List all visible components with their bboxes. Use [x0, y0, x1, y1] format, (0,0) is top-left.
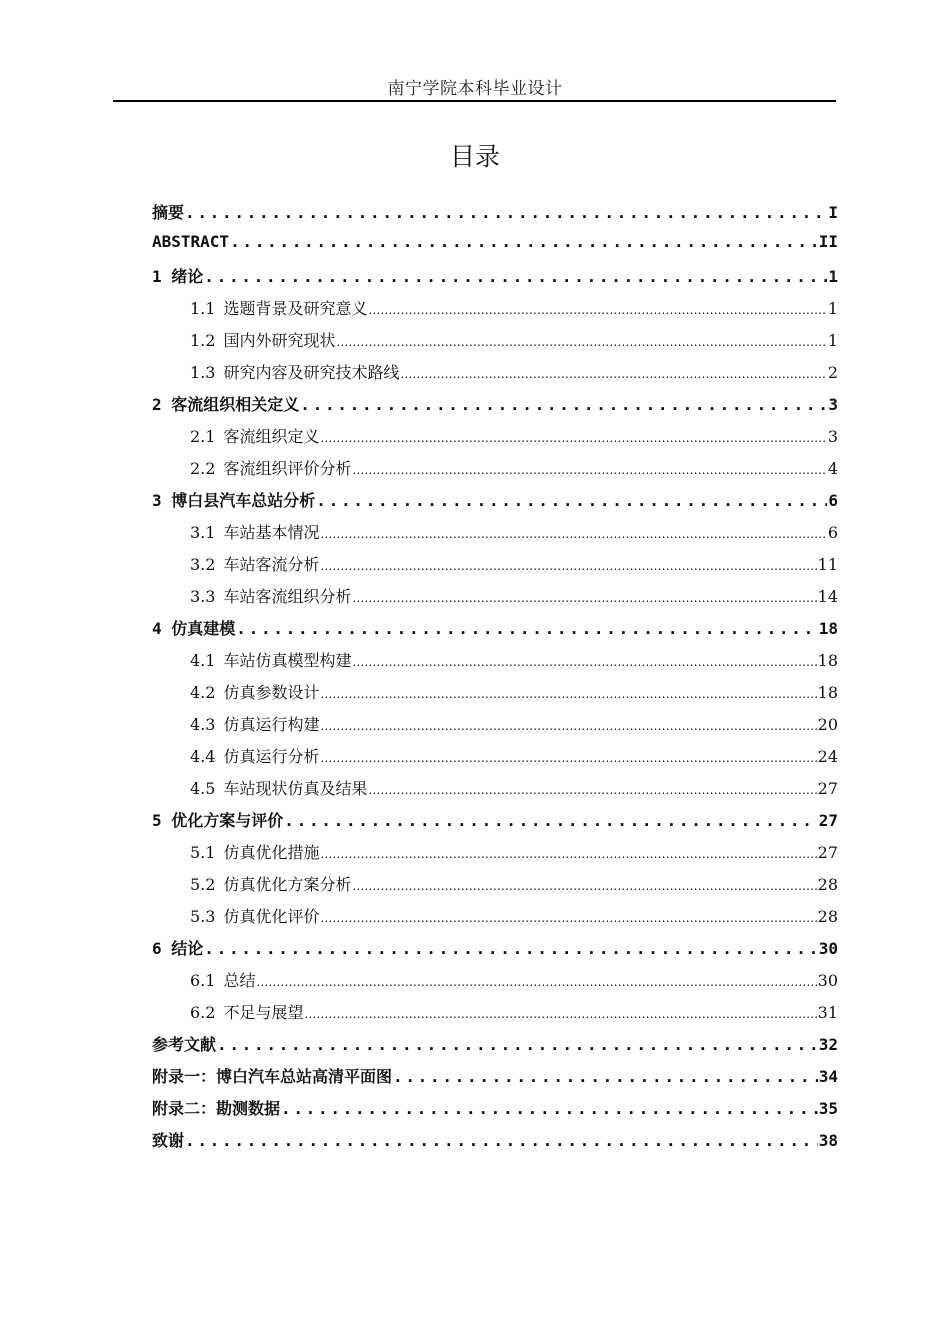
toc-page-number: 20	[817, 715, 838, 734]
toc-subentry[interactable]	[152, 776, 838, 808]
toc-dot-leader	[352, 587, 816, 606]
toc-page-number: 1	[827, 331, 838, 350]
toc-dot-leader	[352, 875, 816, 894]
toc-dot-leader	[320, 747, 816, 766]
toc-section-number: 4.5	[190, 779, 216, 798]
toc-label: 附录二：勘测数据	[152, 1099, 281, 1118]
toc-page-number: 18	[817, 651, 838, 670]
toc-subentry[interactable]	[152, 1000, 838, 1032]
toc-section-number: 3.1	[190, 523, 216, 542]
toc-page-number: 27	[817, 843, 838, 862]
toc-label: 总结	[223, 971, 256, 990]
toc-subentry[interactable]	[152, 680, 838, 712]
toc-page-number: II	[818, 232, 838, 251]
toc-dot-leader	[393, 1067, 818, 1086]
toc-label: 车站客流组织分析	[223, 587, 352, 606]
toc-page-number: 6	[827, 523, 838, 542]
toc-label: 2 客流组织相关定义	[152, 395, 300, 414]
toc-section-number: 3.3	[190, 587, 216, 606]
toc-dot-leader	[316, 491, 827, 510]
toc-page-number: 6	[828, 491, 838, 510]
toc-label: ABSTRACT	[152, 232, 230, 251]
toc-dot-leader	[284, 811, 817, 830]
toc-label: 参考文献	[152, 1035, 217, 1054]
toc-entry[interactable]	[152, 936, 838, 968]
toc-subentry[interactable]	[152, 648, 838, 680]
toc-label: 1 绪论	[152, 267, 204, 286]
header-rule	[113, 100, 836, 102]
toc-page-number: 32	[818, 1035, 838, 1054]
toc-subentry[interactable]	[152, 360, 838, 392]
table-of-contents	[152, 200, 838, 1160]
toc-page-number: 28	[817, 907, 838, 926]
toc-page-number: 3	[828, 395, 838, 414]
toc-label: 选题背景及研究意义	[223, 299, 368, 318]
toc-label: 3 博白县汽车总站分析	[152, 491, 316, 510]
toc-section-number: 5.1	[190, 843, 216, 862]
toc-label: 客流组织定义	[223, 427, 320, 446]
toc-section-number: 5.3	[190, 907, 216, 926]
toc-section-number: 6.1	[190, 971, 216, 990]
toc-dot-leader	[217, 1035, 818, 1054]
toc-dot-leader	[185, 1131, 818, 1150]
toc-subentry[interactable]	[152, 584, 838, 616]
toc-page-number: 24	[817, 747, 838, 766]
toc-entry[interactable]	[152, 232, 838, 264]
toc-dot-leader	[368, 299, 826, 318]
toc-label: 5 优化方案与评价	[152, 811, 284, 830]
toc-entry[interactable]	[152, 1128, 838, 1160]
toc-entry[interactable]	[152, 1096, 838, 1128]
toc-dot-leader	[236, 619, 817, 638]
toc-label: 车站仿真模型构建	[223, 651, 352, 670]
toc-entry[interactable]	[152, 616, 838, 648]
toc-dot-leader	[230, 232, 818, 251]
toc-page-number: 14	[817, 587, 838, 606]
toc-section-number: 3.2	[190, 555, 216, 574]
toc-label: 仿真优化方案分析	[223, 875, 352, 894]
toc-section-number: 4.2	[190, 683, 216, 702]
toc-label: 仿真参数设计	[223, 683, 320, 702]
toc-label: 车站基本情况	[223, 523, 320, 542]
toc-page-number: 18	[817, 683, 838, 702]
toc-page-number: 3	[827, 427, 838, 446]
toc-dot-leader	[256, 971, 816, 990]
toc-page-number: 35	[818, 1099, 838, 1118]
toc-subentry[interactable]	[152, 552, 838, 584]
toc-page-number: 2	[827, 363, 838, 382]
toc-dot-leader	[352, 459, 826, 478]
page-header: 南宁学院本科毕业设计	[387, 79, 563, 99]
toc-subentry[interactable]	[152, 744, 838, 776]
toc-page-number: 38	[818, 1131, 838, 1150]
toc-dot-leader	[185, 203, 827, 222]
toc-entry[interactable]	[152, 1064, 838, 1096]
toc-entry[interactable]	[152, 488, 838, 520]
toc-page-number: I	[828, 203, 838, 222]
toc-subentry[interactable]	[152, 872, 838, 904]
toc-section-number: 4.3	[190, 715, 216, 734]
toc-dot-leader	[204, 267, 827, 286]
toc-label: 客流组织评价分析	[223, 459, 352, 478]
toc-page-number: 27	[817, 779, 838, 798]
toc-dot-leader	[320, 843, 816, 862]
toc-dot-leader	[300, 395, 827, 414]
toc-page-number: 18	[818, 619, 838, 638]
toc-entry[interactable]	[152, 200, 838, 232]
toc-page-number: 1	[828, 267, 838, 286]
toc-dot-leader	[320, 523, 826, 542]
toc-label: 车站客流分析	[223, 555, 320, 574]
toc-label: 附录一：博白汽车总站高清平面图	[152, 1067, 393, 1086]
toc-page-number: 34	[818, 1067, 838, 1086]
toc-label: 仿真运行分析	[223, 747, 320, 766]
toc-dot-leader	[304, 1003, 816, 1022]
toc-page-number: 27	[818, 811, 838, 830]
toc-dot-leader	[281, 1099, 818, 1118]
toc-page-number: 30	[817, 971, 838, 990]
toc-page-number: 28	[817, 875, 838, 894]
toc-dot-leader	[204, 939, 817, 958]
toc-label: 车站现状仿真及结果	[223, 779, 368, 798]
toc-dot-leader	[320, 715, 816, 734]
toc-subentry[interactable]	[152, 712, 838, 744]
toc-label: 4 仿真建模	[152, 619, 236, 638]
toc-section-number: 6.2	[190, 1003, 216, 1022]
toc-dot-leader	[336, 331, 826, 350]
toc-section-number: 5.2	[190, 875, 216, 894]
toc-dot-leader	[320, 555, 816, 574]
toc-page-number: 4	[827, 459, 838, 478]
toc-label: 6 结论	[152, 939, 204, 958]
toc-subentry[interactable]	[152, 520, 838, 552]
toc-subentry[interactable]	[152, 840, 838, 872]
page-title: 目录	[449, 142, 500, 171]
toc-label: 研究内容及研究技术路线	[223, 363, 400, 382]
toc-page-number: 1	[827, 299, 838, 318]
toc-section-number: 2.2	[190, 459, 216, 478]
toc-page-number: 11	[817, 555, 838, 574]
toc-dot-leader	[320, 907, 816, 926]
toc-entry[interactable]	[152, 808, 838, 840]
toc-section-number: 4.1	[190, 651, 216, 670]
toc-entry[interactable]	[152, 1032, 838, 1064]
toc-label: 仿真优化措施	[223, 843, 320, 862]
toc-dot-leader	[320, 427, 826, 446]
toc-subentry[interactable]	[152, 328, 838, 360]
toc-dot-leader	[320, 683, 816, 702]
toc-label: 仿真运行构建	[223, 715, 320, 734]
toc-dot-leader	[400, 363, 826, 382]
toc-section-number: 1.2	[190, 331, 216, 350]
toc-label: 致谢	[152, 1131, 185, 1150]
toc-dot-leader	[352, 651, 816, 670]
toc-subentry[interactable]	[152, 456, 838, 488]
toc-label: 不足与展望	[223, 1003, 304, 1022]
toc-section-number: 1.1	[190, 299, 216, 318]
toc-page-number: 31	[817, 1003, 838, 1022]
toc-subentry[interactable]	[152, 904, 838, 936]
toc-section-number: 1.3	[190, 363, 216, 382]
toc-entry[interactable]	[152, 392, 838, 424]
toc-dot-leader	[368, 779, 816, 798]
toc-subentry[interactable]	[152, 968, 838, 1000]
toc-label: 国内外研究现状	[223, 331, 336, 350]
toc-subentry[interactable]	[152, 296, 838, 328]
toc-label: 摘要	[152, 203, 185, 222]
toc-label: 仿真优化评价	[223, 907, 320, 926]
toc-subentry[interactable]	[152, 424, 838, 456]
toc-page-number: 30	[818, 939, 838, 958]
toc-section-number: 4.4	[190, 747, 216, 766]
toc-entry[interactable]	[152, 264, 838, 296]
toc-section-number: 2.1	[190, 427, 216, 446]
